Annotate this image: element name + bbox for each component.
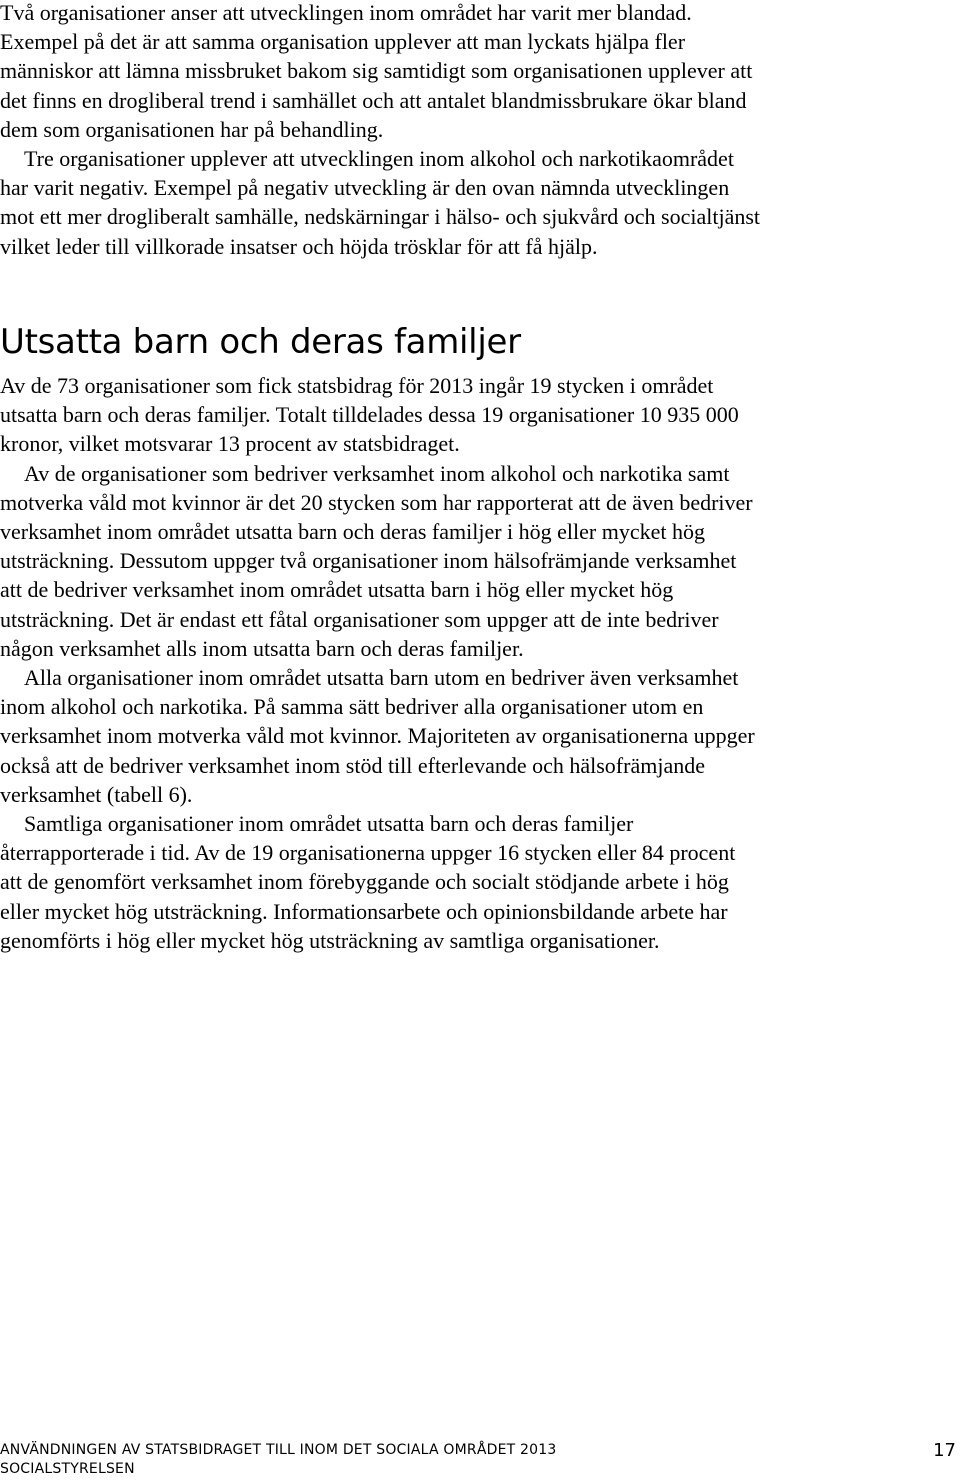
section-paragraph-other-areas: Alla organisationer inom området utsatta barn utom en bedriver även verksamhet inom alkohol och narkotika. På samma sätt bedriver alla organisationer utom en verksamhet inom motverka våld mot kvinnor. Majoriteten av organisationerna uppger också att de bedriver verksamhet inom stöd till efterlevande och hälsofrämjande verksamhet (tabell 6). bbox=[0, 665, 755, 807]
footer-report-title: ANVÄNDNINGEN AV STATSBIDRAGET TILL INOM DET SOCIALA OMRÅDET 2013 bbox=[0, 1442, 557, 1458]
intro-text bbox=[0, 0, 762, 261]
page-footer bbox=[0, 1441, 960, 1479]
section-paragraph-funding: Av de 73 organisationer som fick statsbidrag för 2013 ingår 19 stycken i området utsatta barn och deras familjer. Totalt tilldelades dessa 19 organisationer 10 935 000 kronor, vilket motsvarar 13 procent av statsbidraget. bbox=[0, 373, 739, 457]
page-number: 17 bbox=[933, 1440, 956, 1461]
section-paragraph-reporting: Samtliga organisationer inom området utsatta barn och deras familjer återrapporterade i tid. Av de 19 organisationerna uppger 16 stycken eller 84 procent att de genomfört verksamhet inom förebyggande och socialt stödjande arbete i hög eller mycket hög utsträckning. Informationsarbete och opinionsbildande arbete har genomförts i hög eller mycket hög utsträckning av samtliga organisationer. bbox=[0, 811, 736, 953]
intro-paragraph-negative-development: Tre organisationer upplever att utvecklingen inom alkohol och narkotikaområdet har varit negativ. Exempel på negativ utveckling är den ovan nämnda utvecklingen mot ett mer drogliberalt samhälle, nedskärningar i hälso- och sjukvård och socialtjänst vilket leder till villkorade insatser och höjda trösklar för att få hjälp. bbox=[0, 146, 761, 259]
section-heading: Utsatta barn och deras familjer bbox=[0, 322, 521, 362]
footer-publisher: SOCIALSTYRELSEN bbox=[0, 1461, 135, 1477]
section-paragraph-overlap: Av de organisationer som bedriver verksamhet inom alkohol och narkotika samt motverka våld mot kvinnor är det 20 stycken som har rapporterat att de även bedriver verksamhet inom området utsatta barn och deras familjer i hög eller mycket hög utsträckning. Dessutom uppger två organisationer inom hälsofrämjande verksamhet att de bedriver verksamhet inom området utsatta barn i hög eller mycket hög utsträckning. Det är endast ett fåtal organisationer som uppger att de inte bedriver någon verksamhet alls inom utsatta barn och deras familjer. bbox=[0, 460, 753, 661]
section-body bbox=[0, 371, 758, 955]
intro-paragraph-mixed-development: Två organisationer anser att utvecklingen inom området har varit mer blandad. Exempel på det är att samma organisation upplever att man lyckats hjälpa fler människor att lämna missbruket bakom sig samtidigt som organisationen upplever att det finns en drogliberal trend i samhället och att antalet blandmissbrukare ökar bland dem som organisationen har på behandling. bbox=[0, 0, 753, 142]
